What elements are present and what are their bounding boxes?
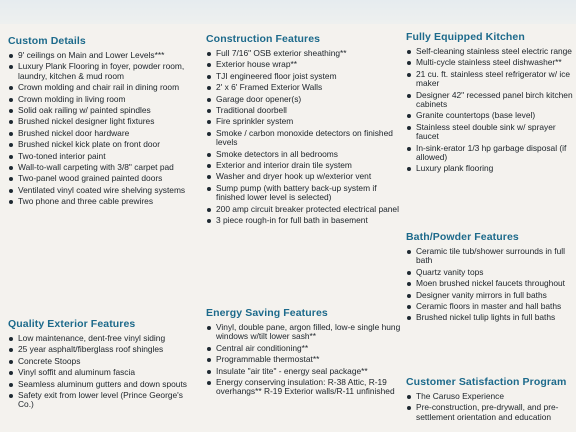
construction-list xyxy=(206,49,402,226)
list-item: Insulate "air tite" - energy seal package** xyxy=(206,367,402,376)
list-item: Two-toned interior paint xyxy=(8,152,198,161)
list-item: Brushed nickel tulip lights in full baths xyxy=(406,313,576,322)
list-item: Smoke detectors in all bedrooms xyxy=(206,150,402,159)
custom-details-list xyxy=(8,51,198,207)
list-item: TJI engineered floor joist system xyxy=(206,72,402,81)
list-item: Fire sprinkler system xyxy=(206,117,402,126)
list-item: Traditional doorbell xyxy=(206,106,402,115)
list-item: Ventilated vinyl coated wire shelving systems xyxy=(8,186,198,195)
list-item: Granite countertops (base level) xyxy=(406,111,576,120)
list-item: Designer 42" recessed panel birch kitchen cabinets xyxy=(406,91,576,110)
section-heading: Bath/Powder Features xyxy=(406,231,519,243)
list-item: 3 piece rough-in for full bath in basement xyxy=(206,216,402,225)
list-item: Designer vanity mirrors in full baths xyxy=(406,291,576,300)
list-item: Sump pump (with battery back-up system if finished lower level is selected) xyxy=(206,184,402,203)
customer-satisfaction-list xyxy=(406,392,576,422)
list-item: Garage door opener(s) xyxy=(206,95,402,104)
list-item: Solid oak railing w/ painted spindles xyxy=(8,106,198,115)
list-item: Wall-to-wall carpeting with 3/8" carpet pad xyxy=(8,163,198,172)
list-item: Vinyl, double pane, argon filled, low-e single hung windows w/tilt lower sash** xyxy=(206,323,402,342)
list-item: Two-panel wood grained painted doors xyxy=(8,174,198,183)
list-item: Brushed nickel door hardware xyxy=(8,129,198,138)
list-item: Safety exit from lower level (Prince George's Co.) xyxy=(8,391,198,410)
list-item: Luxury plank flooring xyxy=(406,164,576,173)
section-heading: Customer Satisfaction Program xyxy=(406,376,567,388)
quality-exterior-section xyxy=(8,318,198,412)
list-item: Two phone and three cable prewires xyxy=(8,197,198,206)
list-item: Pre-construction, pre-drywall, and pre-settlement orientation and education xyxy=(406,403,576,422)
list-item: Washer and dryer hook up w/exterior vent xyxy=(206,172,402,181)
list-item: Energy conserving insulation: R-38 Attic, R-19 overhangs** R-19 Exterior walls/R-11 unfinished xyxy=(206,378,402,397)
list-item: Crown molding in living room xyxy=(8,95,198,104)
list-item: Central air conditioning** xyxy=(206,344,402,353)
list-item: Programmable thermostat** xyxy=(206,355,402,364)
list-item: Vinyl soffit and aluminum fascia xyxy=(8,368,198,377)
list-item: Exterior house wrap** xyxy=(206,60,402,69)
list-item: Ceramic tile tub/shower surrounds in full bath xyxy=(406,247,576,266)
list-item: Stainless steel double sink w/ sprayer faucet xyxy=(406,123,576,142)
quality-exterior-list xyxy=(8,334,198,410)
list-item: Quartz vanity tops xyxy=(406,268,576,277)
energy-saving-list xyxy=(206,323,402,397)
list-item: Brushed nickel kick plate on front door xyxy=(8,140,198,149)
list-item: Full 7/16" OSB exterior sheathing** xyxy=(206,49,402,58)
section-heading: Energy Saving Features xyxy=(206,307,328,319)
list-item: 25 year asphalt/fiberglass roof shingles xyxy=(8,345,198,354)
list-item: Luxury Plank Flooring in foyer, powder room, laundry, kitchen & mud room xyxy=(8,62,198,81)
list-item: Moen brushed nickel faucets throughout xyxy=(406,279,576,288)
construction-section xyxy=(206,33,402,228)
kitchen-list xyxy=(406,47,576,174)
section-heading: Custom Details xyxy=(8,35,86,47)
bath-section xyxy=(406,231,576,325)
list-item: The Caruso Experience xyxy=(406,392,576,401)
custom-details-section xyxy=(8,35,198,209)
list-item: 2' x 6' Framed Exterior Walls xyxy=(206,83,402,92)
list-item: Brushed nickel designer light fixtures xyxy=(8,117,198,126)
list-item: Exterior and interior drain tile system xyxy=(206,161,402,170)
list-item: 9' ceilings on Main and Lower Levels*** xyxy=(8,51,198,60)
list-item: Ceramic floors in master and hall baths xyxy=(406,302,576,311)
list-item: Seamless aluminum gutters and down spouts xyxy=(8,380,198,389)
section-heading: Fully Equipped Kitchen xyxy=(406,31,525,43)
section-heading: Quality Exterior Features xyxy=(8,318,136,330)
top-color-band xyxy=(0,0,576,24)
list-item: Smoke / carbon monoxide detectors on finished levels xyxy=(206,129,402,148)
energy-saving-section xyxy=(206,307,402,399)
customer-satisfaction-section xyxy=(406,376,576,424)
list-item: Self-cleaning stainless steel electric range xyxy=(406,47,576,56)
list-item: Low maintenance, dent-free vinyl siding xyxy=(8,334,198,343)
kitchen-section xyxy=(406,31,576,176)
list-item: 200 amp circuit breaker protected electrical panel xyxy=(206,205,402,214)
list-item: Multi-cycle stainless steel dishwasher** xyxy=(406,58,576,67)
bath-list xyxy=(406,247,576,323)
section-heading: Construction Features xyxy=(206,33,321,45)
list-item: Crown molding and chair rail in dining room xyxy=(8,83,198,92)
list-item: In-sink-erator 1/3 hp garbage disposal (if allowed) xyxy=(406,144,576,163)
list-item: 21 cu. ft. stainless steel refrigerator w/ ice maker xyxy=(406,70,576,89)
list-item: Concrete Stoops xyxy=(8,357,198,366)
